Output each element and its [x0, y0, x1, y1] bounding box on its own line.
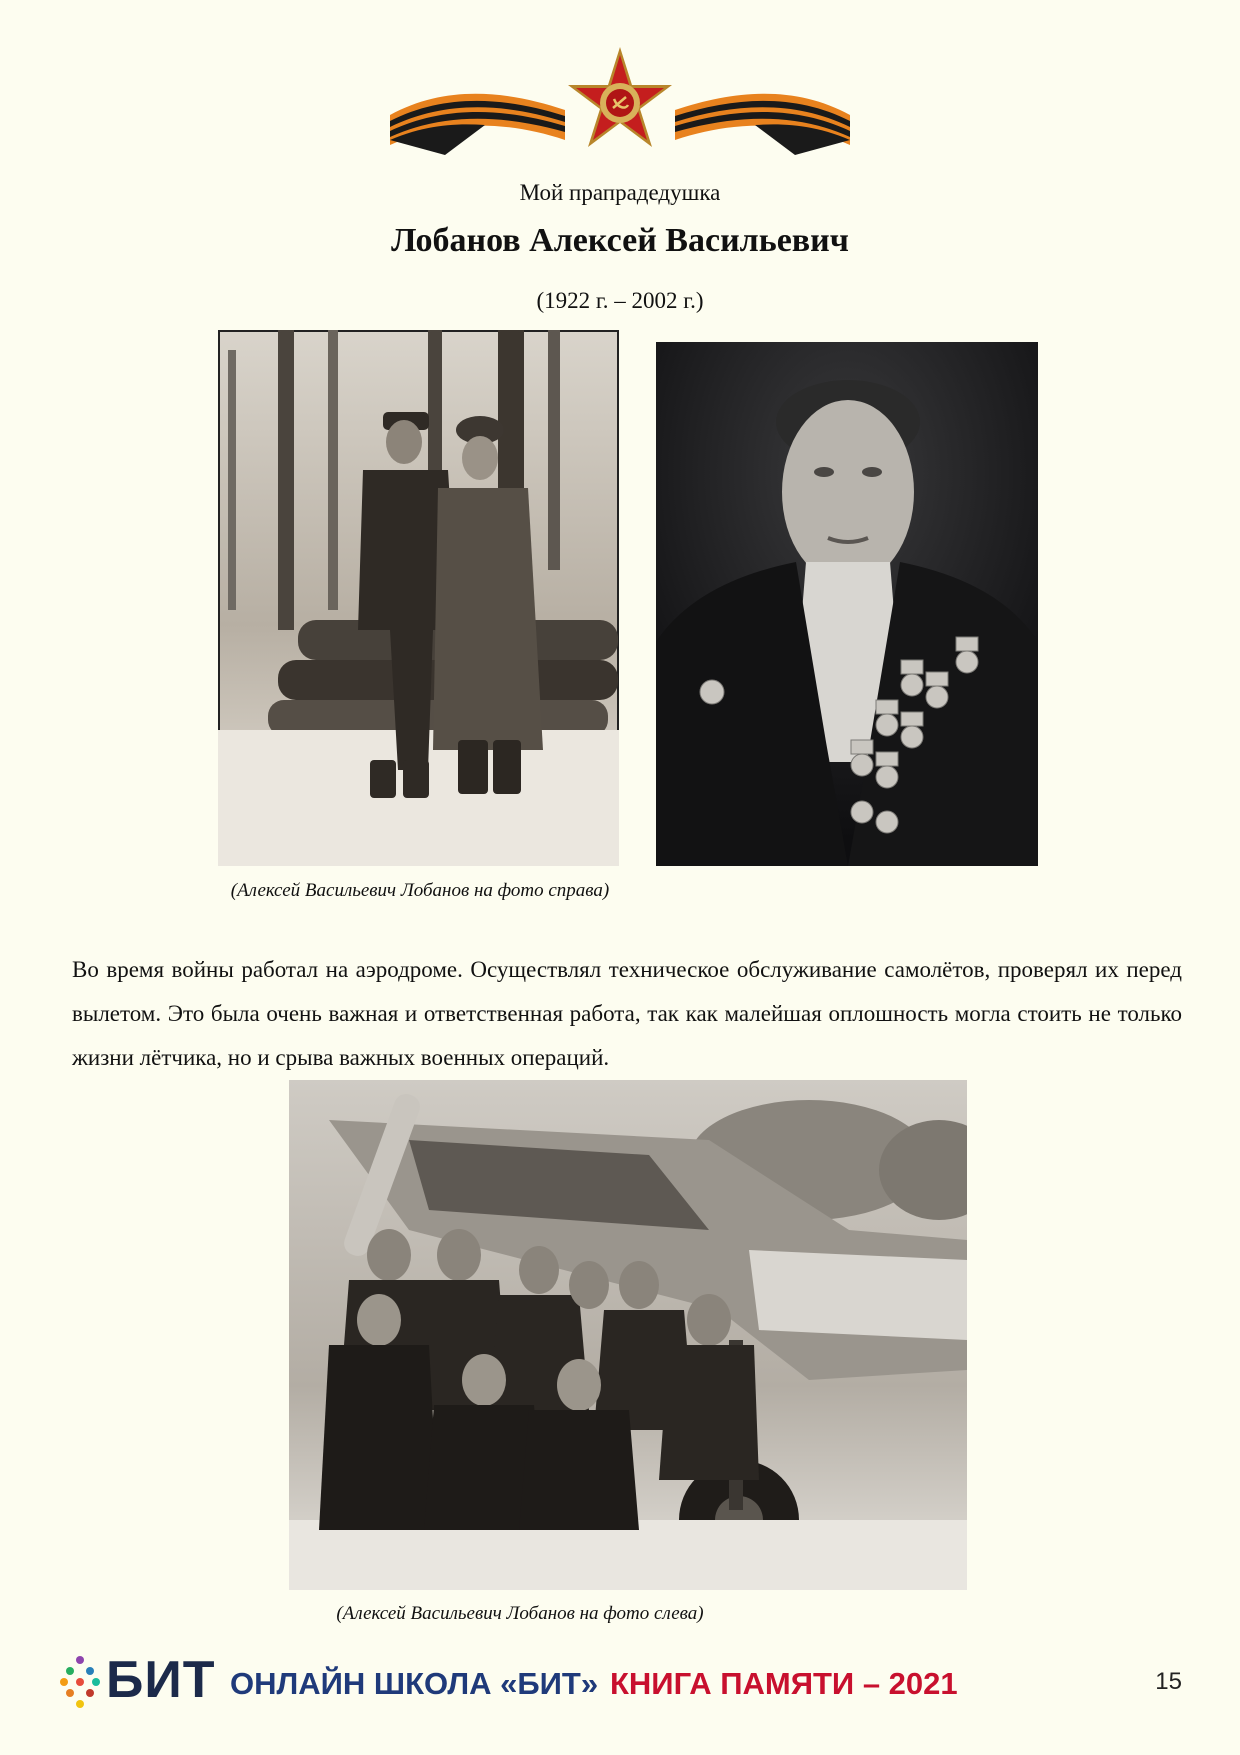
footer-school-name: ОНЛАЙН ШКОЛА «БИТ»	[230, 1666, 599, 1701]
photo-caption-bottom: (Алексей Васильевич Лобанов на фото слева)	[336, 1603, 704, 1624]
bit-logo-text: БИТ	[106, 1651, 216, 1709]
footer-book-title: КНИГА ПАМЯТИ – 2021	[610, 1666, 958, 1701]
group-photo-by-aircraft	[289, 1080, 967, 1590]
order-star-icon	[568, 47, 672, 147]
saint-george-ribbon-left	[390, 94, 565, 155]
ribbon-star-emblem-icon	[385, 45, 855, 165]
saint-george-ribbon-right	[675, 94, 850, 155]
page-number: 15	[1155, 1668, 1182, 1695]
page-title: Лобанов Алексей Васильевич	[391, 222, 849, 259]
life-years: (1922 г. – 2002 г.)	[536, 288, 704, 313]
portrait-veteran-with-medals	[656, 342, 1038, 866]
subtitle: Мой прапрадедушка	[519, 180, 721, 205]
biography-paragraph: Во время войны работал на аэродроме. Осуществлял техническое обслуживание самолётов, проверял их перед вылетом. Это была очень важная и ответственная работа, так как малейшая оплошность могла стоить не только жизни лётчика, но и срыва важных военных операций.	[72, 957, 1182, 1070]
photo-caption-top: (Алексей Васильевич Лобанов на фото справа)	[230, 880, 610, 901]
bit-logo-dots-icon	[60, 1654, 102, 1708]
footer	[60, 1652, 1190, 1712]
wartime-photo-two-soldiers	[218, 330, 619, 866]
